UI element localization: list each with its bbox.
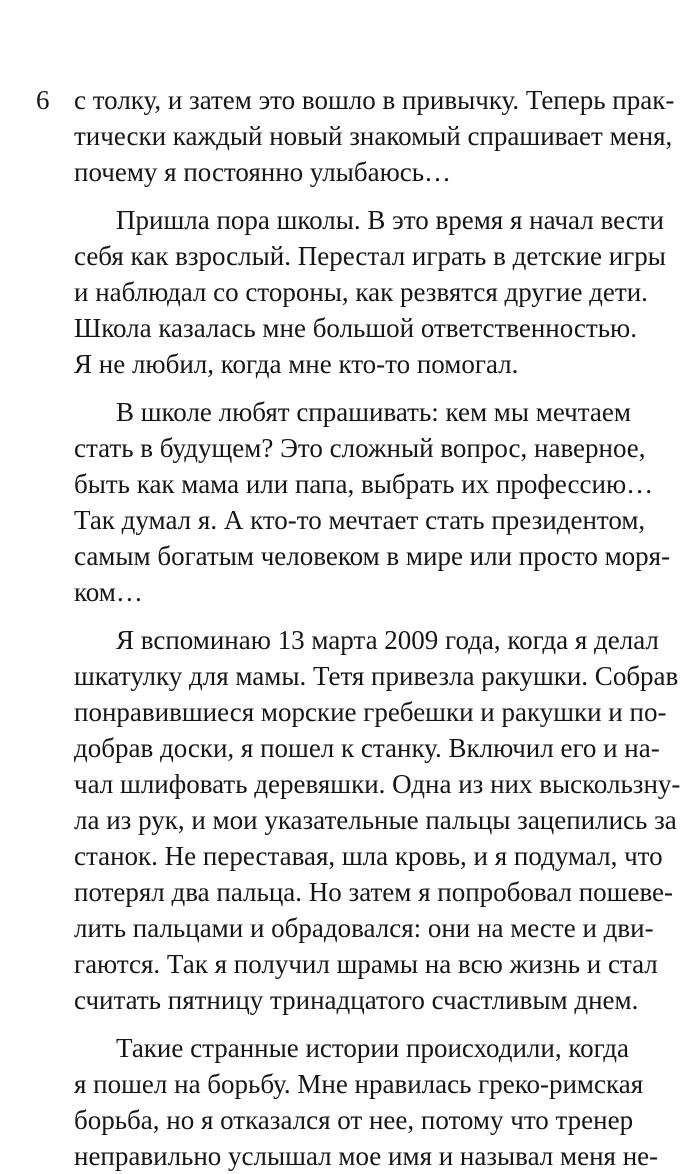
text-line: ком…: [74, 577, 143, 607]
text-line: Я не любил, когда мне кто-то помогал.: [74, 349, 519, 379]
text-line: Так думал я. А кто-то мечтает стать президентом,: [74, 505, 646, 535]
text-line: я пошел на борьбу. Мне нравилась греко-римская: [74, 1069, 644, 1099]
text-line: ла из рук, и мои указательные пальцы зацепились за: [74, 805, 677, 835]
page-number: 6: [36, 85, 50, 115]
text-line: себя как взрослый. Перестал играть в детские игры: [74, 241, 666, 271]
paragraph: [74, 622, 680, 1018]
text-line: быть как мама или папа, выбрать их профессию…: [74, 469, 654, 499]
paragraph: [74, 202, 666, 382]
text-line: станок. Не переставая, шла кровь, и я подумал, что: [74, 841, 663, 871]
text-line: Школа казалась мне большой ответственностью.: [74, 313, 637, 343]
text-line: потерял два пальца. Но затем я попробовал пошеве-: [74, 877, 674, 907]
text-line: стать в будущем? Это сложный вопрос, наверное,: [74, 433, 646, 463]
text-line: борьба, но я отказался от нее, потому что тренер: [74, 1105, 634, 1135]
text-line: Такие странные истории происходили, когда: [116, 1033, 630, 1063]
body-text: [74, 82, 680, 1174]
text-line: самым богатым человеком в мире или просто моря-: [74, 541, 671, 571]
text-line: В школе любят спрашивать: кем мы мечтаем: [116, 397, 631, 427]
text-line: Пришла пора школы. В это время я начал вести: [116, 205, 664, 235]
text-line: лить пальцами и обрадовался: они на месте и дви-: [74, 913, 654, 943]
text-line: шкатулку для мамы. Тетя привезла ракушки. Собрав: [74, 661, 679, 691]
text-line: тически каждый новый знакомый спрашивает меня,: [74, 121, 673, 151]
text-line: неправильно услышал мое имя и называл меня не-: [74, 1141, 659, 1171]
paragraph: [74, 394, 671, 610]
text-line: Я вспоминаю 13 марта 2009 года, когда я делал: [116, 625, 659, 655]
text-line: чал шлифовать деревяшки. Одна из них выскользну-: [74, 769, 680, 799]
paragraph: [74, 82, 675, 190]
text-line: с толку, и затем это вошло в привычку. Теперь прак-: [74, 85, 675, 115]
text-line: считать пятницу тринадцатого счастливым днем.: [74, 985, 639, 1015]
text-line: почему я постоянно улыбаюсь…: [74, 157, 452, 187]
paragraph: [74, 1030, 659, 1174]
text-line: гаются. Так я получил шрамы на всю жизнь и стал: [74, 949, 658, 979]
text-line: и наблюдал со стороны, как резвятся другие дети.: [74, 277, 648, 307]
text-line: добрав доски, я пошел к станку. Включил его и на-: [74, 733, 660, 763]
text-line: понравившиеся морские гребешки и ракушки и по-: [74, 697, 667, 727]
